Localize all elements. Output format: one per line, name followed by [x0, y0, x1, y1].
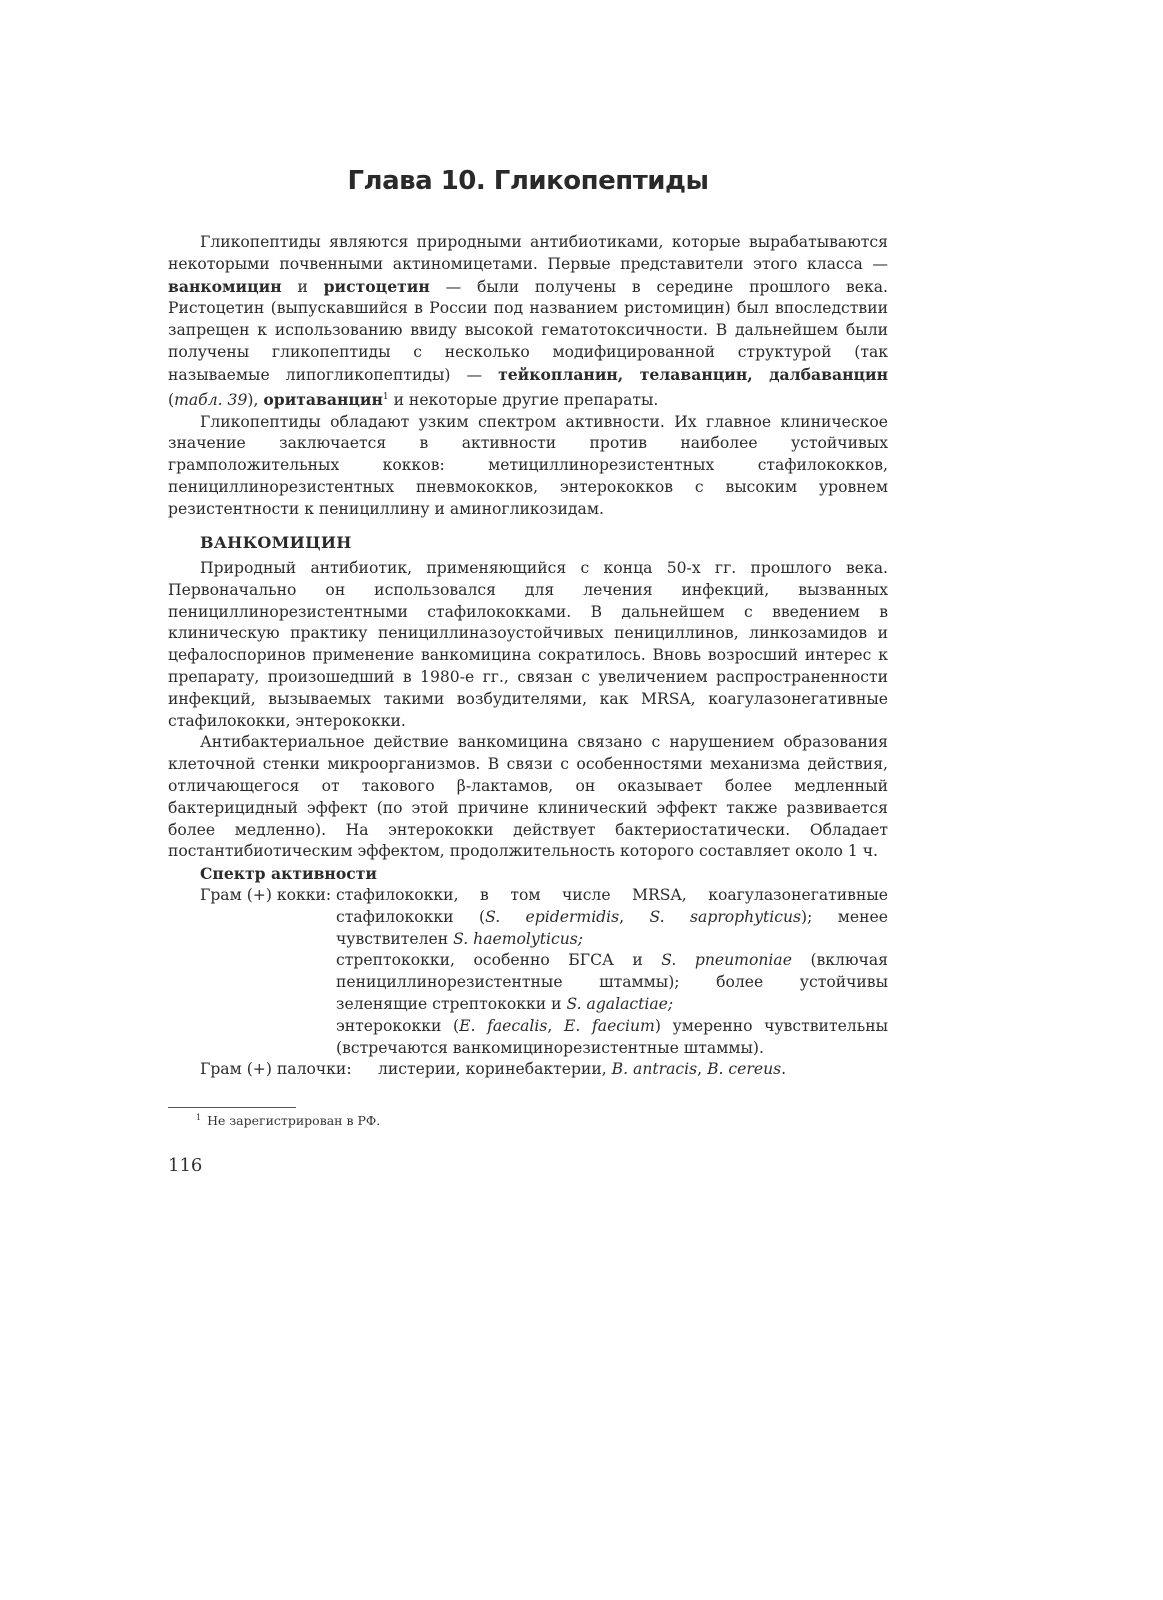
intro-paragraph-2: Гликопептиды обладают узким спектром активности. Их главное клиническое значение заключается в активности против наиболее устойчивых грамположительных кокков: метициллинорезистентных стафилококков, пенициллинорезистентных пневмококков, энтерококков с высоким уровнем резистентности к пенициллину и аминогликозидам.: [168, 412, 888, 518]
page-number: 116: [168, 1155, 203, 1176]
spectrum-heading: Спектр активности: [200, 864, 377, 884]
spectrum-item: стафилококки, в том числе MRSA, коагулазонегативные стафилококки (S. epidermidis, S. saprophyticus); менее чувствителен S. haemolyticus;: [336, 885, 888, 948]
footnote-mark: 1: [196, 1113, 202, 1122]
spectrum-item: листерии, коринебактерии, B. antracis, B. cereus.: [378, 1060, 787, 1079]
footnote-rule: [168, 1107, 296, 1108]
chapter-title: Глава 10. Гликопептиды: [347, 166, 709, 196]
vancomycin-paragraph-2: Антибактериальное действие ванкомицина связано с нарушением образования клеточной стенки микроорганизмов. В связи с особенностями механизма действия, отличающегося от такового β-лактамов, он оказывает более медленный бактерицидный эффект (по этой причине клинический эффект также развивается более медленно). На энтерококки действует бактериостатически. Обладает постантибиотическим эффектом, продолжительность которого составляет около 1 ч.: [168, 733, 888, 861]
footnote-text: Не зарегистрирован в РФ.: [207, 1113, 381, 1129]
spectrum-items: [378, 1059, 888, 1081]
intro-section: [168, 232, 888, 521]
intro-paragraph-1: Гликопептиды являются природными антибиотиками, которые вырабатываются некоторыми почвенными актиномицетами. Первые представители этого класса — ванкомицин и ристоцетин — были получены в середине прошлого века. Ристоцетин (выпускавшийся в России под названием ристомицин) был впоследствии запрещен к использованию ввиду высокой гематотоксичности. В дальнейшем были получены гликопептиды с несколько модифицированной структурой (так называемые липогликопептиды) — тейкопланин, телаванцин, далбаванцин (табл. 39), оритаванцин$^1$ и некоторые другие препараты.: [168, 233, 888, 409]
spectrum-label: Грам (+) кокки:: [200, 885, 332, 904]
spectrum-item: стрептококки, особенно БГСА и S. pneumoniae (включая пенициллинорезистентные штаммы); более устойчивы зеленящие стрептококки и S. agalactiae;: [336, 951, 888, 1013]
section-heading: ВАНКОМИЦИН: [200, 533, 352, 552]
spectrum-row-gram-positive-rods: [168, 1059, 888, 1081]
spectrum-item: энтерококки (E. faecalis, E. faecium) умеренно чувствительны (встречаются ванкомицинорезистентные штаммы).: [336, 1016, 888, 1057]
vancomycin-section: [168, 533, 888, 1081]
spectrum-label: Грам (+) палочки:: [200, 1060, 352, 1079]
vancomycin-paragraph-1: Природный антибиотик, применяющийся с конца 50-х гг. прошлого века. Первоначально он использовался для лечения инфекций, вызванных пенициллинорезистентными стафилококками. В дальнейшем с введением в клиническую практику пенициллиназоустойчивых пенициллинов, линкозамидов и цефалоспоринов применение ванкомицина сократилось. Вновь возросший интерес к препарату, произошедший в 1980-е гг., связан с увеличением распространенности инфекций, вызываемых такими возбудителями, как MRSA, коагулазонегативные стафилококки, энтерококки.: [168, 559, 888, 730]
spectrum-items: [336, 885, 888, 1059]
spectrum-row-gram-positive-cocci: [168, 885, 888, 1059]
footnote: [196, 1113, 380, 1128]
